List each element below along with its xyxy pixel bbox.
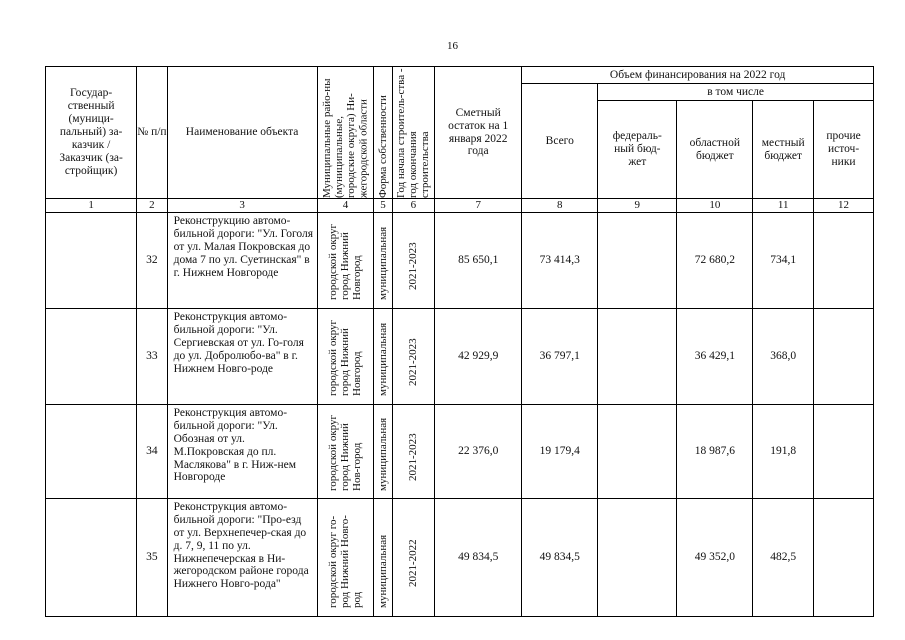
table-row [46,405,874,499]
column-number: 9 [598,199,677,213]
federal-value [598,499,677,617]
regional-value: 36 429,1 [677,309,753,405]
header-including: в том числе [598,84,874,101]
customer-cell [46,499,137,617]
column-number-row [46,199,874,213]
local-value: 191,8 [753,405,814,499]
object-name: Реконструкция автомо-бильной дороги: "Про-езд от ул. Верхнепечер-ская до д. 7, 9, 11 по ул. Нижнепечерская в Ни-жегородском районе города Нижнего Новго-рода" [167,499,317,617]
federal-value [598,309,677,405]
local-value: 734,1 [753,213,814,309]
estimate-value: 85 650,1 [435,213,522,309]
other-value [814,309,874,405]
ownership-cell [374,405,392,499]
district-text: городской округ город Нижний Нов-город [327,414,364,491]
federal-value [598,405,677,499]
column-number: 6 [392,199,435,213]
header-ownership-cell [374,67,392,199]
page-number: 16 [447,40,458,52]
header-years-cell [392,67,435,199]
years-text: 2021-2023 [407,241,420,290]
object-name: Реконструкция автомо-бильной дороги: "Ул. Сергиевская от ул. Го-голя до ул. Добролюбо-ва" в г. Нижнем Новго-роде [167,309,317,405]
column-number: 11 [753,199,814,213]
header-district-cell [317,67,374,199]
other-value [814,213,874,309]
ownership-text: муниципальная [376,322,389,396]
object-name: Реконструкция автомо-бильной дороги: "Ул. Обозная от ул. М.Покровская до пл. Маслякова" в г. Ниж-нем Новгороде [167,405,317,499]
federal-value [598,213,677,309]
row-number: 32 [137,213,167,309]
row-number: 35 [137,499,167,617]
column-number: 1 [46,199,137,213]
years-cell [392,213,435,309]
ownership-text: муниципальная [376,226,389,300]
table-row [46,213,874,309]
other-value [814,405,874,499]
header-num: № п/п [137,67,167,199]
years-cell [392,499,435,617]
estimate-value: 22 376,0 [435,405,522,499]
header-total: Всего [522,84,598,199]
years-cell [392,309,435,405]
column-number: 4 [317,199,374,213]
district-cell [317,213,374,309]
years-text: 2021-2022 [407,538,420,587]
object-name: Реконструкцию автомо-бильной дороги: "Ул. Гоголя от ул. Малая Покровская до дома 7 по ул. Суетинская" в г. Нижнем Новгороде [167,213,317,309]
years-cell [392,405,435,499]
ownership-text: муниципальная [376,417,389,491]
district-text: городской округ город Нижний Новгород [327,223,364,300]
header-local: местный бюджет [753,101,814,199]
row-number: 33 [137,309,167,405]
table-row [46,499,874,617]
column-number: 10 [677,199,753,213]
other-value [814,499,874,617]
column-number: 3 [167,199,317,213]
regional-value: 49 352,0 [677,499,753,617]
header-customer: Государ-ственный (муници-пальный) за-казчик / Заказчик (за-стройщик) [46,67,137,199]
total-value: 19 179,4 [522,405,598,499]
header-federal: федераль-ный бюд-жет [598,101,677,199]
header-estimate: Сметный остаток на 1 января 2022 года [435,67,522,199]
total-value: 36 797,1 [522,309,598,405]
district-cell [317,499,374,617]
financing-table [45,66,874,617]
column-number: 5 [374,199,392,213]
header-funding-group: Объем финансирования на 2022 год [522,67,874,84]
column-number: 7 [435,199,522,213]
estimate-value: 42 929,9 [435,309,522,405]
ownership-cell [374,499,392,617]
header-years: Год начала строитель-ства - год окончания строительства [395,68,432,198]
header-ownership: Форма собственности [376,94,389,198]
column-number: 8 [522,199,598,213]
column-number: 2 [137,199,167,213]
header-other: прочие источ-ники [814,101,874,199]
table-row [46,309,874,405]
years-text: 2021-2023 [407,337,420,386]
ownership-text: муниципальная [376,534,389,608]
customer-cell [46,213,137,309]
customer-cell [46,405,137,499]
total-value: 73 414,3 [522,213,598,309]
district-cell [317,309,374,405]
header-object-name: Наименование объекта [167,67,317,199]
row-number: 34 [137,405,167,499]
district-text: городской округ город Нижний Новгород [327,319,364,396]
estimate-value: 49 834,5 [435,499,522,617]
column-number: 12 [814,199,874,213]
years-text: 2021-2023 [407,432,420,481]
customer-cell [46,309,137,405]
district-cell [317,405,374,499]
regional-value: 72 680,2 [677,213,753,309]
header-district: Муниципальные райо-ны (муниципальные, городские округа) Ни-жегородской области [321,77,370,198]
local-value: 482,5 [753,499,814,617]
ownership-cell [374,309,392,405]
header-regional: областной бюджет [677,101,753,199]
ownership-cell [374,213,392,309]
total-value: 49 834,5 [522,499,598,617]
local-value: 368,0 [753,309,814,405]
district-text: городской округ го-род Нижний Новго-род [327,514,364,608]
regional-value: 18 987,6 [677,405,753,499]
